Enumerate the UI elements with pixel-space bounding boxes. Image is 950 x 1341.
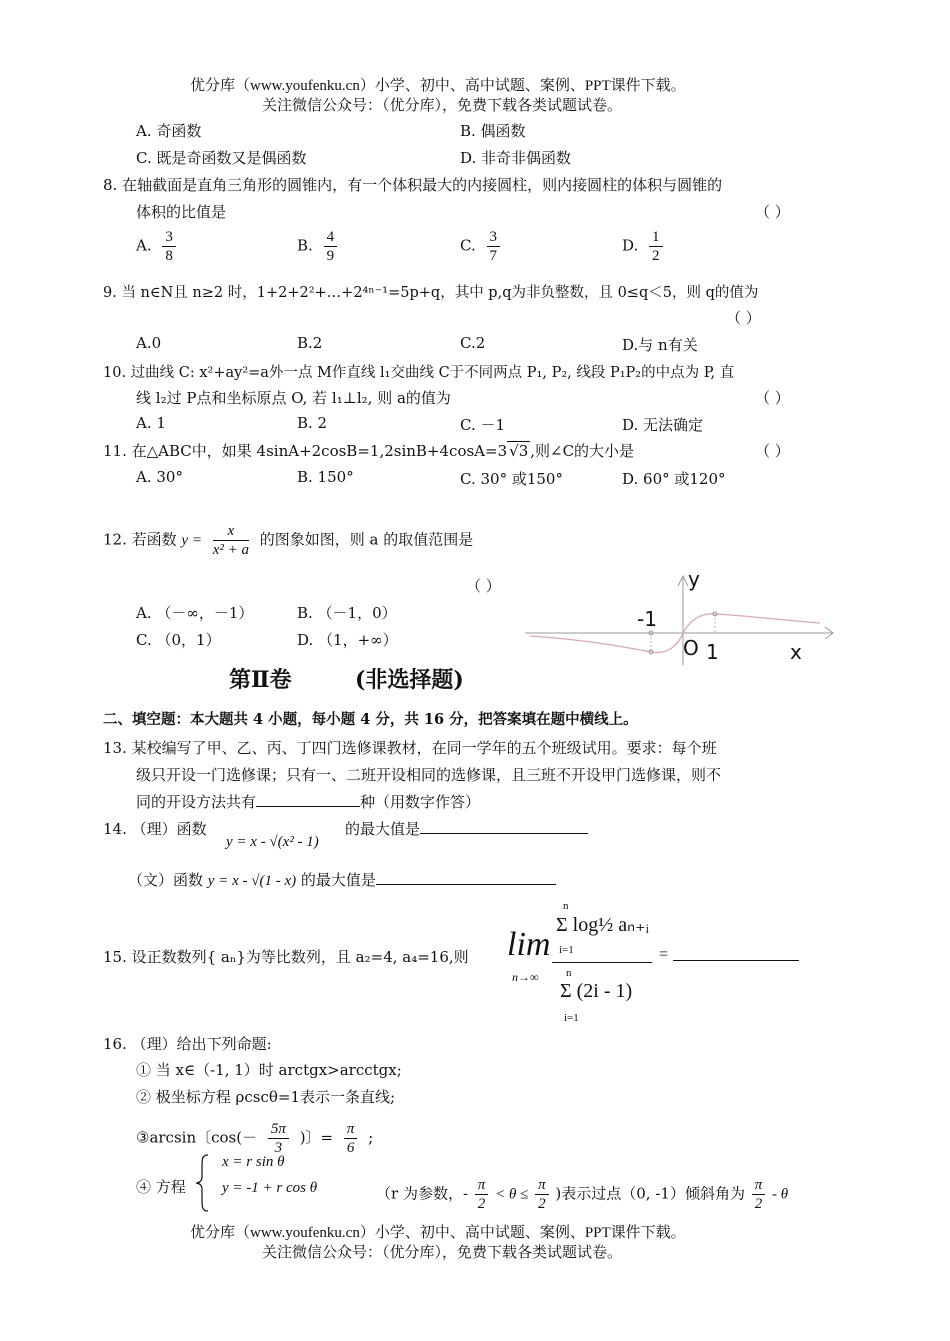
q7-option-a: A. 奇函数 [136,122,202,140]
footer-line-1: 优分库（www.youfenku.cn）小学、初中、高中试题、案例、PPT课件下载。 [190,1225,686,1241]
q16-brace [194,1153,212,1213]
q16-eq-1: x = r sin θ [222,1154,285,1170]
q15-num-sum-top: n [563,900,569,912]
q15-den-sum-top: n [566,967,572,979]
q10-option-a: A. 1 [136,414,166,432]
q8-answer-paren: （ ） [755,203,790,221]
x-label: x [790,640,802,664]
q12-option-a: A. （－∞，－1） [136,604,254,622]
q13-line-3: 同的开设方法共有 种（用数字作答） [136,793,481,811]
q7-option-b: B. 偶函数 [460,122,526,140]
q10-line-2: 线 l₂过 P点和坐标原点 O, 若 l₁⊥l₂, 则 a的值为 [136,389,451,407]
q16-intro: 16. （理）给出下列命题: [103,1035,272,1053]
q8-option-b: B. $\frac{4}{9}$ [297,228,343,265]
q16-item-4-condition: （r 为参数，- $\frac{\pi}{2}$ < θ ≤ $\frac{\pi}{2}$ )表示过点（0, -1）倾斜角为 $\frac{\pi}{2}$ - θ [376,1177,789,1212]
q15-equals: = [659,946,669,963]
q15-lim-sub: n→∞ [512,970,539,984]
section-2-instruction: 二、填空题：本大题共 4 小题，每小题 4 分，共 16 分，把答案填在题中横线上。 [103,711,638,728]
q14-li-formula: y = x - √(x² - 1) [226,834,319,850]
q8-option-c: C. $\frac{3}{7}$ [460,228,506,265]
header-line-2: 关注微信公众号：（优分库），免费下载各类试题试卷。 [262,98,623,114]
q9-text: 9. 当 n∈N且 n≥2 时，1+2+2²+…+2⁴ⁿ⁻¹=5p+q，其中 p,q为非负整数，且 0≤q＜5，则 q的值为 [103,285,759,301]
q16-item-4-prefix: ④ 方程 [136,1178,186,1196]
q11-option-b: B. 150° [297,468,354,486]
tick-label-neg-one: -1 [637,607,657,631]
q15-text: 15. 设正数数列{ aₙ}为等比数列，且 a₂=4, a₄=16,则 [103,948,469,966]
section-2-title: 第Ⅱ卷 [229,667,292,693]
q10-line-1: 10. 过曲线 C: x²+ay²=a外一点 M作直线 l₁交曲线 C于不同两点 P₁, P₂, 线段 P₁P₂的中点为 P, 直 [103,365,735,381]
q16-item-2: ② 极坐标方程 ρcscθ=1表示一条直线; [136,1088,396,1106]
q7-option-c: C. 既是奇函数又是偶函数 [136,149,307,167]
y-label: y [688,567,700,591]
q14-li-suffix: 的最大值是 [345,818,588,839]
q15-fraction-bar [552,962,652,963]
q15-num-sum-bottom: i=1 [559,944,574,956]
q15-denominator: Σ (2i - 1) [560,980,633,1002]
q10-option-c: C. －1 [460,416,506,434]
q11-option-a: A. 30° [136,468,183,486]
q10-option-b: B. 2 [297,414,328,432]
q13-answer-blank [256,792,360,807]
header-line-1: 优分库（www.youfenku.cn）小学、初中、高中试题、案例、PPT课件下载。 [190,78,686,94]
q15-answer-blank [673,946,799,961]
q9-option-b: B.2 [297,334,323,352]
q9-answer-paren: （ ） [726,309,761,327]
q13-line-2: 级只开设一门选修课；只有一、二班开设相同的选修课，且三班不开设甲门选修课，则不 [136,766,722,784]
q12-text: 12. 若函数 y = $\frac{x}{\text{x² + a}}$ 的图象如图，则 a 的取值范围是 [103,523,474,558]
q15-answer-line [673,946,799,965]
q9-option-c: C.2 [460,334,486,352]
origin-label: O [683,636,699,660]
q15-numerator: Σ log½ aₙ₊ᵢ [556,914,649,936]
tick-label-one: 1 [706,640,719,664]
q15-lim: lim [507,926,551,963]
q11-option-d: D. 60° 或120° [622,470,726,488]
q14-wen: （文）函数 y = x - √(1 - x) 的最大值是 [128,869,556,890]
q10-option-d: D. 无法确定 [622,416,704,434]
q8-option-a: A. $\frac{3}{8}$ [136,228,182,265]
q12-option-c: C. （0，1） [136,631,221,649]
q8-line-1: 8. 在轴截面是直角三角形的圆锥内，有一个体积最大的内接圆柱，则内接圆柱的体积与圆锥的 [103,176,723,194]
q12-answer-paren: （ ） [466,577,501,595]
q9-option-a: A.0 [136,334,162,352]
q10-answer-paren: （ ） [755,389,790,407]
q9-option-d: D.与 n有关 [622,336,698,354]
q11-option-c: C. 30° 或150° [460,470,563,488]
q8-option-d: D. $\frac{1}{2}$ [622,228,669,265]
q14-li-prefix: 14. （理）函数 [103,820,207,838]
q7-option-d: D. 非奇非偶函数 [460,149,572,167]
q11-answer-paren: （ ） [755,442,790,460]
q16-item-3: ③arcsin〔cos(－ $\frac{5\pi}{3}$ )〕= $\frac{\pi}{6}$ ; [136,1121,374,1156]
q12-option-b: B. （－1，0） [297,604,397,622]
section-2-subtitle: (非选择题) [355,667,464,693]
q13-line-1: 13. 某校编写了甲、乙、丙、丁四门选修课教材，在同一学年的五个班级试用。要求：每个班 [103,739,717,757]
q16-item-1: ① 当 x∈（-1, 1）时 arctgx>arcctgx; [136,1061,402,1079]
q14-li-answer-blank [420,819,588,834]
q8-line-2: 体积的比值是 [136,203,227,221]
q16-eq-2: y = -1 + r cos θ [222,1180,318,1196]
q12-option-d: D. （1，+∞） [297,631,398,649]
q12-function-graph [520,560,840,670]
q15-den-sum-bottom: i=1 [564,1012,579,1024]
q14-wen-answer-blank [376,870,556,885]
q11-text: 11. 在△ABC中，如果 4sinA+2cosB=1,2sinB+4cosA=3 √3 ,则∠C的大小是 [103,442,635,460]
footer-line-2: 关注微信公众号：（优分库），免费下载各类试题试卷。 [262,1245,623,1261]
